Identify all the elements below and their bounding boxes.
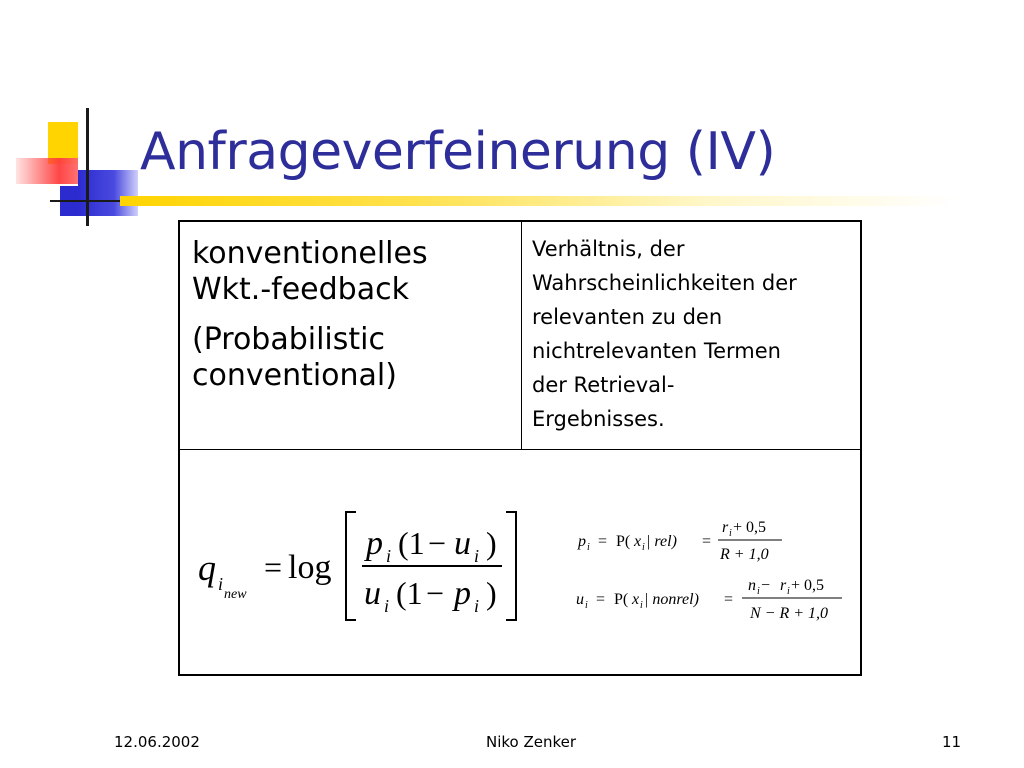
u-formula-lhs: u [576, 591, 584, 608]
log-function: log [288, 549, 332, 586]
denominator-open: (1 [396, 575, 423, 611]
footer-author: Niko Zenker [486, 733, 577, 751]
title-decoration [0, 100, 140, 230]
method-line-1: konventionelles [192, 236, 428, 271]
numerator-open: (1 [398, 525, 425, 561]
left-bracket [346, 512, 356, 620]
numerator-minus: − [428, 525, 447, 561]
denominator-p: p [454, 575, 471, 612]
u-formula-lhs-subscript: i [585, 600, 588, 611]
p-formula-numerator-r: r [722, 519, 729, 536]
numerator-p: p [366, 525, 383, 562]
u-formula-numerator-rest: + 0,5 [791, 577, 825, 594]
method-line-2: Wkt.-feedback [192, 272, 409, 307]
p-formula-x: x [634, 533, 642, 550]
title-underline-gradient [120, 196, 960, 206]
u-formula-equals-1: = [596, 591, 606, 608]
p-formula-condition: | rel) [646, 533, 677, 550]
content-table [178, 220, 862, 676]
equals-sign: = [264, 549, 283, 585]
p-formula-lhs: p [578, 533, 586, 550]
denominator-p-subscript: i [474, 596, 480, 616]
numerator-u: u [454, 525, 471, 562]
right-bracket [506, 512, 516, 620]
u-formula-numerator-r-subscript: i [787, 586, 790, 597]
method-line-3: (Probabilistic [192, 322, 385, 357]
u-formula-equals-2: = [724, 591, 734, 608]
numerator-p-subscript: i [386, 546, 392, 566]
denominator-minus: − [426, 575, 445, 611]
u-formula-numerator-minus: − [761, 577, 771, 594]
p-formula-equals-2: = [702, 533, 712, 550]
method-cell [180, 222, 522, 450]
description-line-3: relevanten zu den [532, 305, 723, 329]
numerator-u-subscript: i [474, 546, 480, 566]
vertical-line-decoration [86, 108, 89, 226]
p-formula-numerator-rest: + 0,5 [733, 519, 767, 536]
description-cell [522, 222, 860, 450]
formula-graphic [180, 450, 860, 674]
u-formula-condition: | nonrel) [644, 591, 699, 608]
p-formula-numerator-r-subscript: i [729, 528, 732, 539]
u-formula-numerator-n: n [748, 577, 756, 594]
description-line-1: Verhältnis, der [532, 237, 685, 261]
description-line-2: Wahrscheinlichkeiten der [532, 271, 797, 295]
u-formula-denominator: N − R + 1,0 [750, 605, 829, 622]
p-formula-equals-1: = [598, 533, 608, 550]
u-formula-numerator-n-subscript: i [757, 586, 760, 597]
denominator-close: ) [486, 575, 497, 611]
u-formula-prob: P( [614, 591, 629, 608]
p-formula-denominator: R + 1,0 [720, 546, 769, 563]
description-line-6: Ergebnisses. [532, 407, 665, 431]
u-formula-numerator-r: r [780, 577, 787, 594]
footer-date: 12.06.2002 [114, 733, 200, 751]
p-formula [577, 519, 782, 563]
main-formula [198, 512, 516, 620]
lhs-sub-subscript: new [224, 587, 247, 602]
p-formula-lhs-subscript: i [587, 542, 590, 553]
u-formula [576, 577, 842, 622]
p-formula-x-subscript: i [642, 542, 645, 553]
footer-page-number: 11 [942, 733, 962, 751]
denominator-u-subscript: i [384, 596, 390, 616]
description-line-5: der Retrieval- [532, 373, 675, 397]
formula-cell [180, 450, 860, 674]
red-bar-decoration [16, 158, 78, 184]
numerator-close: ) [486, 525, 497, 561]
method-line-4: conventional) [192, 358, 397, 393]
lhs-subscript: i [218, 574, 224, 594]
p-formula-prob: P( [616, 533, 631, 550]
denominator-u: u [364, 575, 381, 612]
description-line-4: nichtrelevanten Termen [532, 339, 781, 363]
u-formula-x-subscript: i [640, 600, 643, 611]
lhs-variable: q [198, 548, 216, 588]
slide-title: Anfrageverfeinerung (IV) [140, 122, 776, 182]
u-formula-x: x [632, 591, 640, 608]
